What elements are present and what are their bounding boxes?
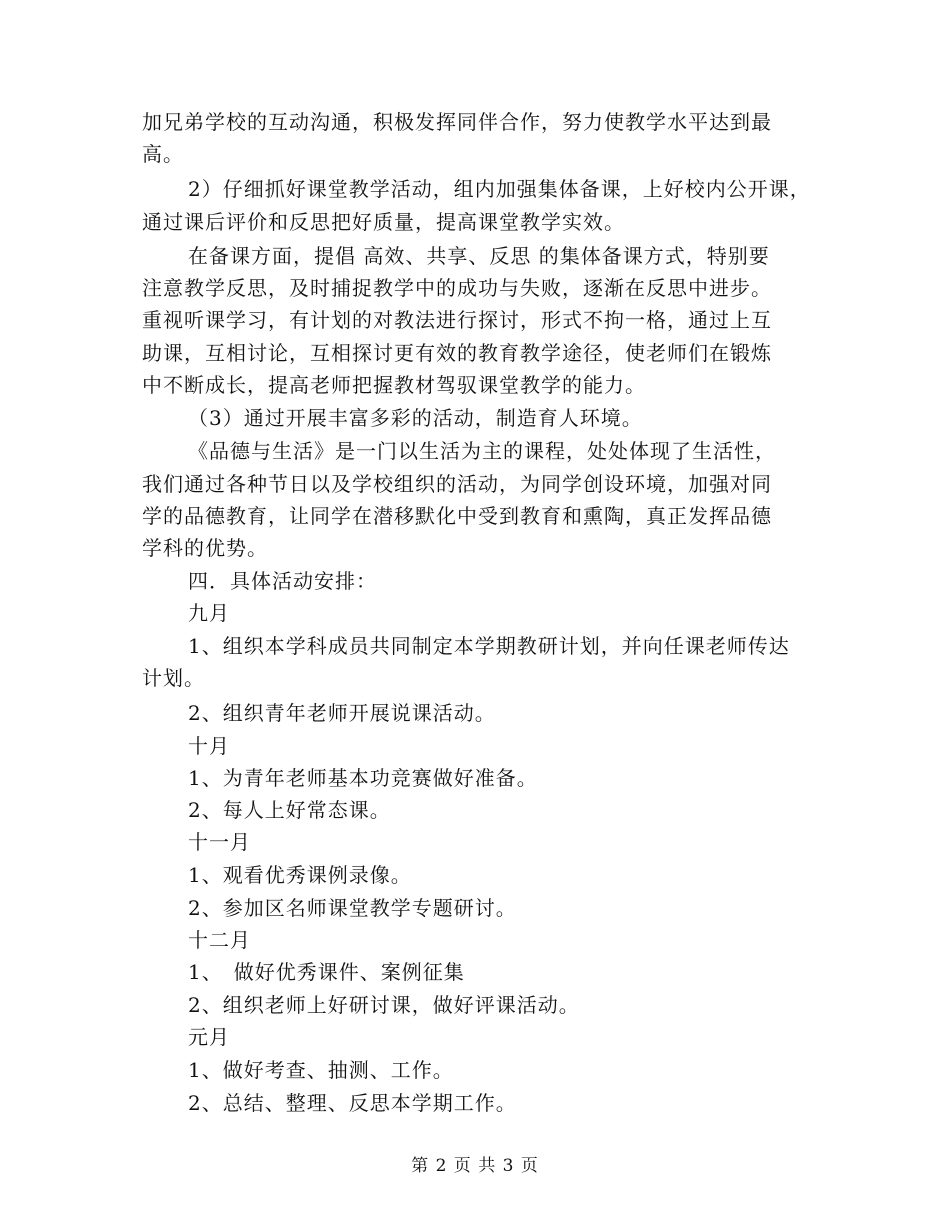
list-item: 2、组织老师上好研讨课，做好评课活动。: [188, 993, 580, 1017]
list-item: 2、每人上好常态课。: [188, 798, 391, 822]
body-line: 我们通过各种节日以及学校组织的活动，为同学创设环境，加强对同: [142, 472, 772, 496]
month-heading: 九月: [188, 601, 230, 625]
list-item: 2、组织青年老师开展说课活动。: [188, 701, 496, 725]
list-item: 2、总结、整理、反思本学期工作。: [188, 1091, 517, 1115]
body-line: 学科的优势。: [142, 536, 268, 560]
list-item: 2、参加区名师课堂教学专题研讨。: [188, 896, 517, 920]
body-line: （3）通过开展丰富多彩的活动，制造育人环境。: [188, 406, 643, 430]
body-line: 助课，互相讨论，互相探讨更有效的教育教学途径，使老师们在锻炼: [142, 341, 772, 365]
body-line: 《品德与生活》是一门以生活为主的课程，处处体现了生活性，: [188, 439, 776, 463]
page-number-footer: 第 2 页 共 3 页: [411, 1156, 539, 1176]
body-line: 高。: [142, 142, 184, 166]
body-line: 通过课后评价和反思把好质量，提高课堂教学实效。: [142, 210, 625, 234]
list-item: 1、组织本学科成员共同制定本学期教研计划，并向任课老师传达: [188, 634, 790, 658]
list-item: 计划。: [142, 666, 205, 690]
body-line: 注意教学反思，及时捕捉教学中的成功与失败，逐渐在反思中进步。: [142, 276, 772, 300]
body-line: 2）仔细抓好课堂教学活动，组内加强集体备课，上好校内公开课，: [188, 177, 811, 201]
list-item: 1、为青年老师基本功竞赛做好准备。: [188, 766, 538, 790]
list-item: 1、观看优秀课例录像。: [188, 863, 412, 887]
list-item: 1、 做好优秀课件、案例征集: [188, 960, 465, 984]
list-item: 1、做好考查、抽测、工作。: [188, 1058, 454, 1082]
body-line: 中不断成长，提高老师把握教材驾驭课堂教学的能力。: [142, 373, 646, 397]
month-heading: 元月: [188, 1025, 230, 1049]
month-heading: 十一月: [188, 830, 251, 854]
body-line: 在备课方面，提倡 高效、共享、反思 的集体备课方式，特别要: [188, 244, 770, 268]
month-heading: 十二月: [188, 928, 251, 952]
month-heading: 十月: [188, 734, 230, 758]
body-line: 学的品德教育，让同学在潜移默化中受到教育和熏陶，真正发挥品德: [142, 504, 772, 528]
body-line: 加兄弟学校的互动沟通，积极发挥同伴合作，努力使教学水平达到最: [142, 110, 772, 134]
section-heading: 四．具体活动安排：: [188, 569, 377, 593]
body-line: 重视听课学习，有计划的对教法进行探讨，形式不拘一格，通过上互: [142, 308, 772, 332]
